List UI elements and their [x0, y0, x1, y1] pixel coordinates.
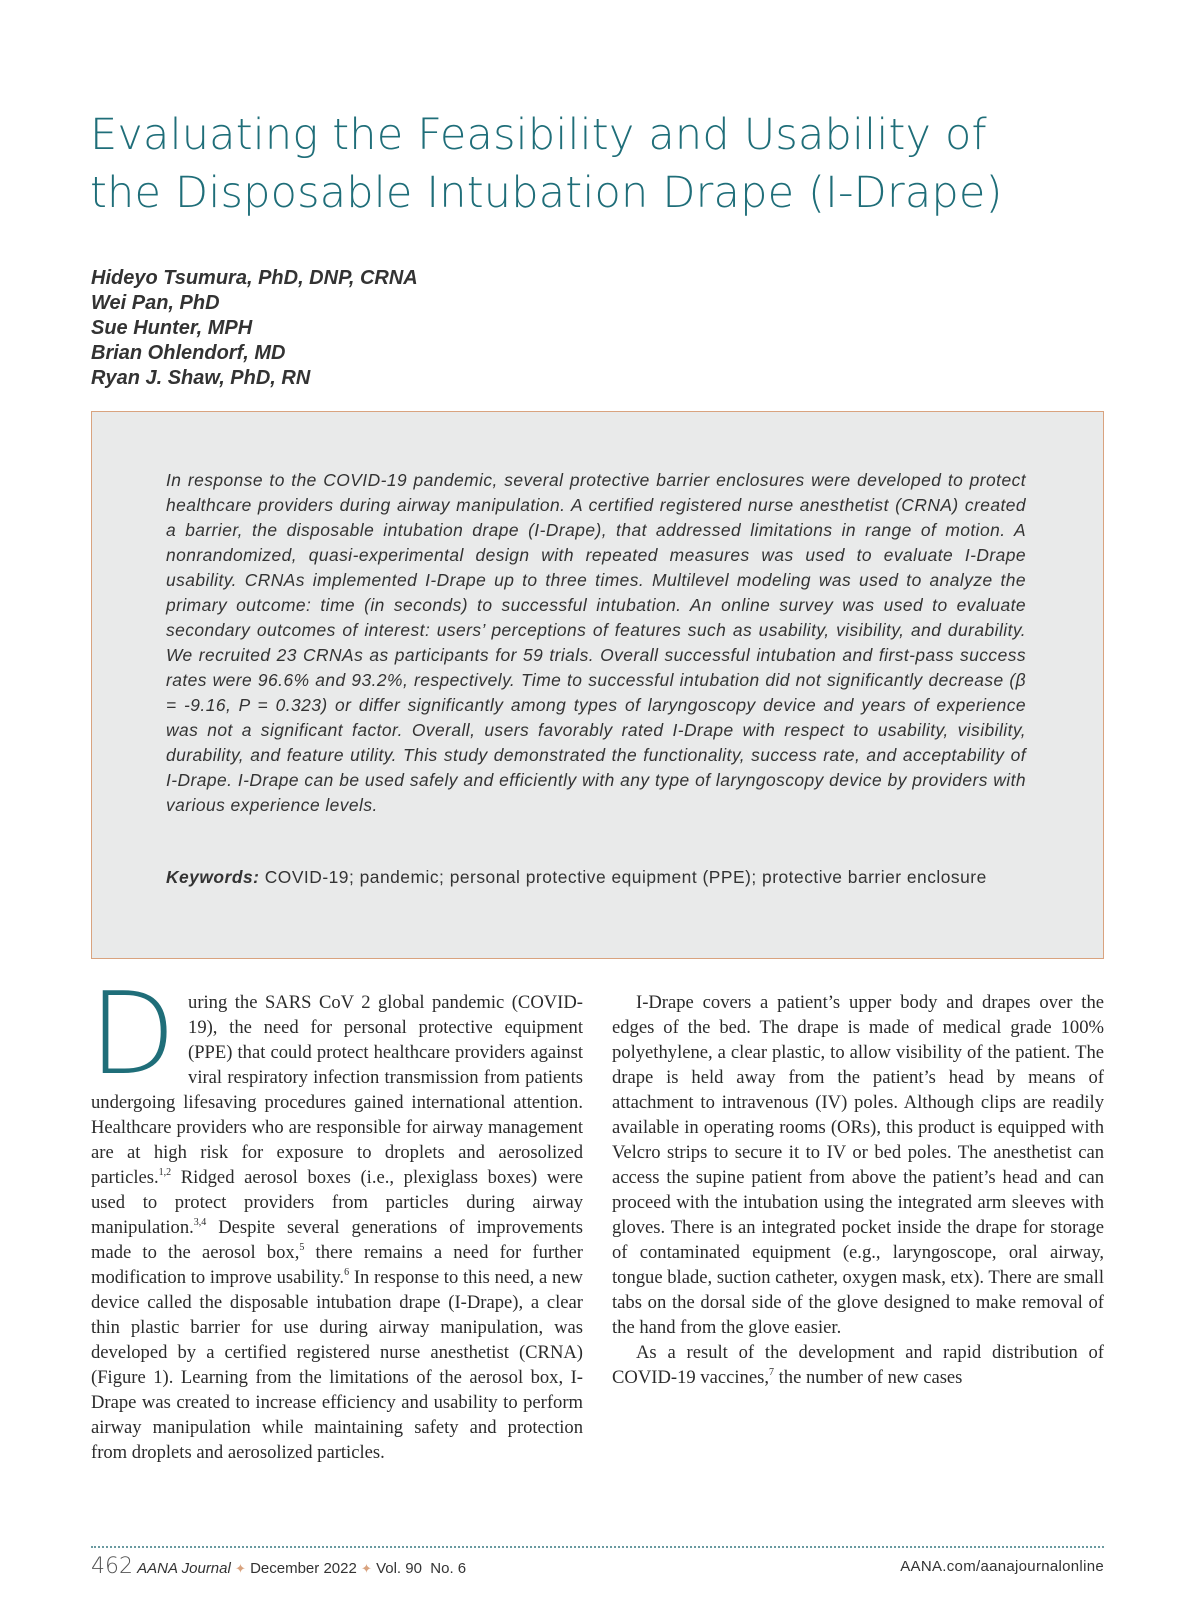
issue-date: December 2022 — [250, 1560, 357, 1577]
author-3: Sue Hunter, MPH — [91, 317, 253, 339]
journal-url[interactable]: AANA.com/aanajournalonline — [900, 1558, 1104, 1575]
p1-seg4: there remains a need for further modification to improve usability. — [91, 1242, 584, 1288]
p3-seg2: the number of new cases — [773, 1367, 963, 1388]
drop-cap: D — [89, 968, 177, 1100]
author-4: Brian Ohlendorf, MD — [91, 342, 286, 364]
page-number: 462 — [91, 1554, 133, 1579]
body-paragraph-3 — [612, 1340, 1104, 1390]
footer-divider — [91, 1546, 1104, 1548]
author-2: Wei Pan, PhD — [91, 292, 220, 314]
abstract-box — [91, 411, 1104, 959]
body-column-right — [612, 990, 1104, 1390]
citation-ref: 5 — [299, 1242, 305, 1253]
journal-name: AANA Journal — [137, 1560, 231, 1577]
separator-icon: ✦ — [235, 1561, 246, 1576]
abstract-text: In response to the COVID-19 pandemic, several protective barrier enclosures were developed to protect healthcare providers during airway manipulation. A certified registered nurse anesthetist (CRNA) created a barrier, the disposable intubation drape (I-Drape), that addressed limitations in range of motion. A nonrandomized, quasi-experimental design with repeated measures was used to evaluate I-Drape usability. CRNAs implemented I-Drape up to three times. Multilevel modeling was used to analyze the primary outcome: time (in seconds) to successful intubation. An online survey was used to evaluate secondary outcomes of interest: users’ perceptions of features such as usability, visibility, and durability. We recruited 23 CRNAs as participants for 59 trials. Overall successful intubation and first-pass success rates were 96.6% and 93.2%, respectively. Time to successful intubation did not significantly decrease (β = -9.16, P = 0.323) or differ significantly among types of laryngoscopy device and years of experience was not a significant factor. Overall, users favorably rated I-Drape with respect to usability, visibility, durability, and feature utility. This study demonstrated the functionality, success rate, and acceptability of I-Drape. I-Drape can be used safely and efficiently with any type of laryngoscopy device by providers with various experience levels. — [166, 470, 1026, 815]
keywords-list: COVID-19; pandemic; personal protective equipment (PPE); protective barrier enclosure — [264, 867, 987, 887]
body-paragraph-2: I-Drape covers a patient’s upper body and drapes over the edges of the bed. The drape is made of medical grade 100% polyethylene, a clear plastic, to allow visibility of the patient. The drape is held away from the patient’s head by means of attachment to intravenous (IV) poles. Although clips are readily available in operating rooms (ORs), this product is equipped with Velcro strips to secure it to IV or bed poles. The anesthetist can access the supine patient from above the patient’s head and can proceed with the intubation using the integrated arm sleeves with gloves. There is an integrated pocket inside the drape for storage of contaminated equipment (e.g., laryngoscope, oral airway, tongue blade, suction catheter, oxygen mask, etx). There are small tabs on the dorsal side of the glove designed to make removal of the hand from the glove easier. — [612, 992, 1104, 1338]
footer-citation — [91, 1554, 466, 1579]
title-line-1: Evaluating the Feasibility and Usability of — [90, 110, 987, 160]
title-line-2: the Disposable Intubation Drape (I-Drape) — [90, 168, 1003, 218]
citation-ref: 6 — [344, 1267, 350, 1278]
p3-seg1: As a result of the development and rapid distribution of COVID-19 vaccines, — [612, 1342, 1104, 1388]
keywords-label: Keywords: — [166, 867, 260, 887]
volume-issue: Vol. 90 No. 6 — [376, 1560, 467, 1577]
p1-seg1: uring the SARS CoV 2 global pandemic (COVID-19), the need for personal protective equipment (PPE) that could protect healthcare providers against viral respiratory infection transmission from patients undergoing lifesaving procedures gained international attention. Healthcare providers who are responsible for airway management are at high risk for exposure to droplets and aerosolized particles. — [91, 992, 583, 1188]
citation-ref: 3,4 — [193, 1217, 207, 1228]
separator-icon: ✦ — [360, 1561, 372, 1576]
p1-seg5: In response to this need, a new device called the disposable intubation drape (I-Drape), a clear thin plastic barrier for use during airway manipulation, was developed by a certified registered nurse anesthetist (CRNA) (Figure 1). Learning from the limitations of the aerosol box, I-Drape was created to increase efficiency and usability to perform airway manipulation while maintaining safety and protection from droplets and aerosolized particles. — [91, 1267, 583, 1463]
p1-seg2: Ridged aerosol boxes (i.e., plexiglass boxes) were used to protect providers from particles during airway manipulation. — [91, 1167, 583, 1238]
citation-ref: 1,2 — [158, 1167, 172, 1178]
body-column-left — [89, 968, 584, 1465]
author-1: Hideyo Tsumura, PhD, DNP, CRNA — [91, 267, 418, 289]
p1-seg3: Despite several generations of improvements made to the aerosol box, — [91, 1217, 583, 1263]
author-5: Ryan J. Shaw, PhD, RN — [91, 367, 311, 389]
keywords — [166, 865, 1026, 890]
author-list — [91, 266, 418, 391]
body-paragraph-1 — [89, 968, 584, 1465]
article-title — [90, 106, 1130, 222]
citation-ref: 7 — [768, 1367, 774, 1378]
